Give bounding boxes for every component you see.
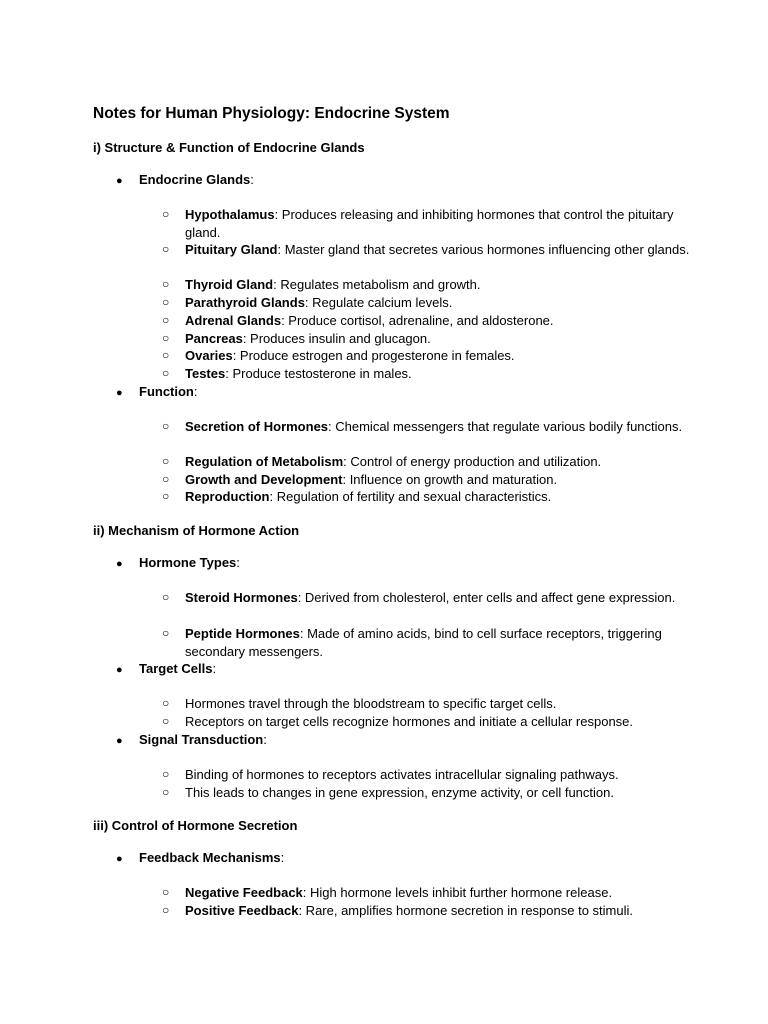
item-term: Peptide Hormones — [185, 626, 300, 641]
section-heading: ii) Mechanism of Hormone Action — [93, 523, 300, 538]
item-text: : Influence on growth and maturation. — [342, 472, 558, 487]
circle-bullet-icon: ○ — [162, 366, 170, 380]
list-item — [162, 471, 702, 489]
item-text: Binding of hormones to receptors activates intracellular signaling pathways. — [185, 767, 619, 782]
item-term: Reproduction — [185, 489, 270, 504]
circle-bullet-icon: ○ — [162, 626, 170, 640]
item-term: Secretion of Hormones — [185, 419, 329, 434]
topic-label: Target Cells — [139, 661, 213, 676]
circle-bullet-icon: ○ — [162, 277, 170, 291]
list-item — [162, 365, 702, 383]
list-item — [162, 695, 702, 713]
circle-bullet-icon: ○ — [162, 885, 170, 899]
item-term: Ovaries — [185, 348, 233, 363]
circle-bullet-icon: ○ — [162, 590, 170, 604]
list-item — [162, 784, 702, 802]
bullet-icon: ● — [116, 664, 123, 676]
list-item — [162, 713, 702, 731]
section-heading: iii) Control of Hormone Secretion — [93, 818, 298, 833]
item-text: : Produces releasing and inhibiting hormones that control the pituitary gland. — [185, 207, 674, 240]
item-term: Regulation of Metabolism — [185, 454, 344, 469]
list-item — [162, 241, 702, 259]
circle-bullet-icon: ○ — [162, 348, 170, 362]
item-term: Thyroid Gland — [185, 277, 274, 292]
list-item — [162, 294, 702, 312]
item-text: This leads to changes in gene expression, enzyme activity, or cell function. — [185, 785, 614, 800]
item-text: : Produces insulin and glucagon. — [242, 331, 431, 346]
circle-bullet-icon: ○ — [162, 242, 170, 256]
item-text: : Regulation of fertility and sexual characteristics. — [269, 489, 552, 504]
list-item — [162, 347, 702, 365]
circle-bullet-icon: ○ — [162, 714, 170, 728]
item-text: : Master gland that secretes various hormones influencing other glands. — [277, 242, 690, 257]
circle-bullet-icon: ○ — [162, 331, 170, 345]
bullet-icon: ● — [116, 558, 123, 570]
item-term: Positive Feedback — [185, 903, 299, 918]
item-text: : Derived from cholesterol, enter cells and affect gene expression. — [297, 590, 676, 605]
item-text: : Made of amino acids, bind to cell surface receptors, triggering secondary messengers. — [185, 626, 662, 659]
item-term: Hypothalamus — [185, 207, 275, 222]
item-term: Steroid Hormones — [185, 590, 298, 605]
list-item — [162, 312, 702, 330]
item-term: Pituitary Gland — [185, 242, 278, 257]
list-item — [162, 625, 702, 660]
topic-label: Feedback Mechanisms — [139, 850, 281, 865]
circle-bullet-icon: ○ — [162, 472, 170, 486]
item-text: : Produce estrogen and progesterone in females. — [232, 348, 515, 363]
list-item — [162, 276, 702, 294]
item-term: Parathyroid Glands — [185, 295, 305, 310]
list-item — [162, 206, 702, 241]
circle-bullet-icon: ○ — [162, 454, 170, 468]
topic-label: Hormone Types — [139, 555, 237, 570]
circle-bullet-icon: ○ — [162, 313, 170, 327]
circle-bullet-icon: ○ — [162, 489, 170, 503]
list-item — [162, 488, 702, 506]
topic-bullet: ● Feedback Mechanisms: — [116, 849, 284, 869]
circle-bullet-icon: ○ — [162, 419, 170, 433]
circle-bullet-icon: ○ — [162, 207, 170, 221]
list-item — [162, 330, 702, 348]
topic-bullet: ● Signal Transduction: — [116, 731, 267, 751]
item-term: Negative Feedback — [185, 885, 303, 900]
circle-bullet-icon: ○ — [162, 785, 170, 799]
item-term: Testes — [185, 366, 226, 381]
item-text: Hormones travel through the bloodstream to specific target cells. — [185, 696, 557, 711]
topic-bullet: ● Endocrine Glands: — [116, 171, 254, 191]
bullet-icon: ● — [116, 387, 123, 399]
section-heading: i) Structure & Function of Endocrine Glands — [93, 140, 365, 155]
topic-label: Endocrine Glands — [139, 172, 251, 187]
item-term: Adrenal Glands — [185, 313, 282, 328]
item-text: : Regulate calcium levels. — [304, 295, 453, 310]
list-item — [162, 453, 702, 471]
list-item — [162, 884, 702, 902]
item-term: Pancreas — [185, 331, 243, 346]
bullet-icon: ● — [116, 853, 123, 865]
topic-bullet: ● Target Cells: — [116, 660, 216, 680]
document-title: Notes for Human Physiology: Endocrine System — [93, 105, 450, 122]
topic-label: Function — [139, 384, 194, 399]
item-text: : Regulates metabolism and growth. — [273, 277, 481, 292]
bullet-icon: ● — [116, 175, 123, 187]
item-text: : Chemical messengers that regulate various bodily functions. — [328, 419, 683, 434]
circle-bullet-icon: ○ — [162, 295, 170, 309]
list-item — [162, 766, 702, 784]
topic-bullet: ● Function: — [116, 383, 198, 403]
circle-bullet-icon: ○ — [162, 903, 170, 917]
item-text: : Control of energy production and utilization. — [343, 454, 602, 469]
item-text: : High hormone levels inhibit further hormone release. — [302, 885, 613, 900]
topic-label: Signal Transduction — [139, 732, 264, 747]
item-term: Growth and Development — [185, 472, 343, 487]
list-item — [162, 589, 702, 607]
list-item — [162, 418, 702, 436]
item-text: : Produce cortisol, adrenaline, and aldosterone. — [281, 313, 554, 328]
item-text: : Rare, amplifies hormone secretion in response to stimuli. — [298, 903, 633, 918]
topic-bullet: ● Hormone Types: — [116, 554, 240, 574]
bullet-icon: ● — [116, 735, 123, 747]
item-text: Receptors on target cells recognize hormones and initiate a cellular response. — [185, 714, 634, 729]
item-text: : Produce testosterone in males. — [225, 366, 412, 381]
list-item — [162, 902, 702, 920]
circle-bullet-icon: ○ — [162, 696, 170, 710]
circle-bullet-icon: ○ — [162, 767, 170, 781]
